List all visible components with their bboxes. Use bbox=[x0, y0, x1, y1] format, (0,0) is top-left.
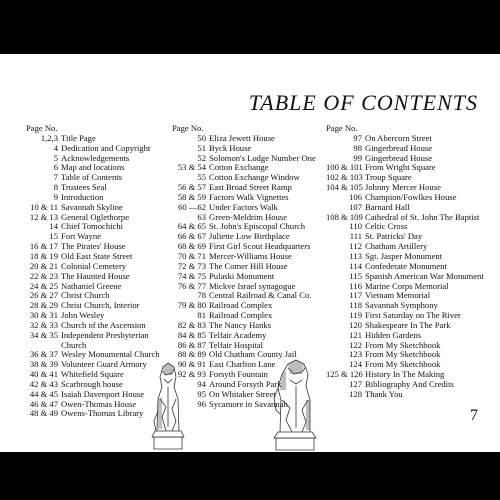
toc-page-number: 68 & 69 bbox=[177, 241, 206, 252]
toc-page-number: 51 bbox=[197, 142, 206, 153]
toc-title: Mercer-Williams House bbox=[209, 250, 292, 261]
toc-title: St. John's Episcopal Church bbox=[209, 221, 306, 232]
toc-title: Scarbrough house bbox=[61, 378, 123, 389]
toc-title: Factors Walk Vignettes bbox=[209, 191, 289, 202]
toc-page-number: 16 & 17 bbox=[29, 241, 58, 252]
toc-title: Cotton Exchange Window bbox=[209, 172, 300, 183]
toc-title: St. Patricks' Day bbox=[365, 231, 423, 242]
toc-title: Mickve Israel synagogue bbox=[209, 280, 296, 291]
toc-page-number: 42 & 43 bbox=[29, 378, 58, 389]
toc-page-number: 123 bbox=[349, 349, 362, 360]
toc-page-number: 99 bbox=[353, 152, 362, 163]
toc-title: Sgt. Jasper Monument bbox=[365, 250, 443, 261]
toc-page-number: 34 & 35 bbox=[29, 329, 58, 340]
toc-title: The Nancy Hanks bbox=[209, 319, 272, 330]
toc-title: Owens-Thomas Library bbox=[61, 408, 144, 419]
toc-title: Celtic Cross bbox=[365, 221, 408, 232]
toc-title: The Pirates' House bbox=[61, 241, 126, 252]
toc-title: Marine Corps Memorial bbox=[365, 280, 449, 291]
toc-page-number: 97 bbox=[353, 132, 362, 143]
toc-page-number: 60 —62 bbox=[178, 201, 206, 212]
toc-title: Owen-Thomas House bbox=[61, 398, 137, 409]
toc-page-number: 9 bbox=[53, 191, 58, 202]
toc-title: Vietnam Memorial bbox=[365, 290, 431, 301]
toc-page-number: 12 & 13 bbox=[29, 211, 58, 222]
toc-title: Eliza Jewett House bbox=[209, 132, 275, 143]
toc-title: Trustees Seal bbox=[61, 182, 107, 193]
toc-page-number: 117 bbox=[349, 290, 362, 301]
toc-title: Title Page bbox=[61, 132, 96, 143]
toc-title: Spanish American War Monument bbox=[365, 270, 484, 281]
toc-page-number: 5 bbox=[53, 152, 58, 163]
toc-title: On Whitaker Street bbox=[209, 388, 276, 399]
lion-statue-sketch-left bbox=[148, 337, 188, 452]
toc-title: Nathaniel Greene bbox=[61, 280, 122, 291]
toc-title: Christ Church bbox=[61, 290, 110, 301]
toc-page-number: 32 & 33 bbox=[29, 319, 58, 330]
toc-title: History In The Making bbox=[365, 369, 445, 380]
toc-title: From My Sketchbook bbox=[365, 349, 441, 360]
toc-page-number: 90 & 91 bbox=[177, 359, 206, 370]
toc-title: The Comer Hill House bbox=[209, 260, 288, 271]
toc-title: Champion/Fowlkes House bbox=[365, 191, 457, 202]
toc-title: Christ Church, Interior bbox=[61, 300, 140, 311]
toc-title: Gingerbread House bbox=[365, 152, 433, 163]
toc-title: Barnard Hall bbox=[365, 201, 410, 212]
toc-title: Shakespeare In The Park bbox=[365, 319, 451, 330]
toc-title: Old Chatham County Jail bbox=[209, 349, 297, 360]
toc-page-number: 76 & 77 bbox=[177, 280, 206, 291]
toc-page-number: 121 bbox=[349, 329, 362, 340]
toc-title: Dedication and Copyright bbox=[61, 142, 151, 153]
toc-title: Byck House bbox=[209, 142, 252, 153]
toc-page-number: 30 & 31 bbox=[29, 310, 58, 321]
book-page bbox=[0, 54, 500, 452]
toc-page-number: 64 & 65 bbox=[177, 221, 206, 232]
toc-page-number: 10 & 11 bbox=[30, 201, 58, 212]
toc-title: General Oglethorpe bbox=[61, 211, 130, 222]
toc-page-number: 120 bbox=[349, 319, 362, 330]
toc-title: Church of the Ascension bbox=[61, 319, 146, 330]
toc-title: Chatham Artillery bbox=[365, 241, 428, 252]
page-number: 7 bbox=[470, 407, 478, 424]
toc-title: On Abercorn Street bbox=[365, 132, 432, 143]
toc-title: Sycamore in Savannah bbox=[209, 398, 288, 409]
toc-title: Under Factors Walk bbox=[209, 201, 278, 212]
toc-page-number: 63 bbox=[197, 211, 206, 222]
toc-page-number: 7 bbox=[53, 172, 58, 183]
toc-title: First Girl Scout Headquarters bbox=[209, 241, 311, 252]
toc-title: Savannah Skyline bbox=[61, 201, 123, 212]
toc-page-number: 114 bbox=[349, 260, 362, 271]
toc-page-number: 127 bbox=[349, 378, 362, 389]
toc-title: Independent Presbyterian bbox=[61, 329, 149, 340]
toc-page-number: 78 bbox=[197, 290, 206, 301]
toc-page-number: 48 & 49 bbox=[29, 408, 58, 419]
toc-title: Central Railroad & Canal Co. bbox=[209, 290, 312, 301]
toc-page-number: 118 bbox=[349, 300, 362, 311]
toc-title: Wesley Monumental Church bbox=[61, 349, 160, 360]
toc-page-number: 111 bbox=[349, 231, 362, 242]
page-no-header: Page No. bbox=[172, 123, 204, 133]
toc-page-number: 96 bbox=[197, 398, 206, 409]
toc-page-number: 44 & 45 bbox=[29, 388, 58, 399]
toc-title: From My Sketchbook bbox=[365, 339, 441, 350]
toc-page-number: 125 & 126 bbox=[326, 369, 363, 380]
toc-page-number: 94 bbox=[197, 378, 206, 389]
toc-page-number: 107 bbox=[349, 201, 362, 212]
toc-title: Thank You bbox=[365, 388, 403, 399]
toc-page-number: 4 bbox=[53, 142, 58, 153]
toc-page-number: 110 bbox=[349, 221, 362, 232]
toc-page-number: 98 bbox=[353, 142, 362, 153]
toc-page-number: 88 & 89 bbox=[177, 349, 206, 360]
toc-title: Volunteer Guard Armory bbox=[61, 359, 147, 370]
toc-page-number: 84 & 85 bbox=[177, 329, 206, 340]
toc-title: From My Sketchbook bbox=[365, 359, 441, 370]
toc-page-number: 104 & 105 bbox=[326, 182, 363, 193]
toc-title: Juliette Low Birthplace bbox=[209, 231, 290, 242]
toc-page-number: 55 bbox=[197, 172, 206, 183]
toc-page-number: 8 bbox=[53, 182, 58, 193]
toc-title: Telfair Hospital bbox=[209, 339, 264, 350]
toc-page-number: 116 bbox=[349, 280, 362, 291]
toc-title: Railroad Complex bbox=[209, 310, 273, 321]
toc-page-number: 53 & 54 bbox=[177, 162, 206, 173]
toc-page-number: 124 bbox=[349, 359, 362, 370]
toc-page-number: 119 bbox=[349, 310, 362, 321]
toc-page-number: 70 & 71 bbox=[177, 250, 206, 261]
toc-title: Old East State Street bbox=[61, 250, 133, 261]
toc-page-number: 14 bbox=[49, 221, 58, 232]
toc-page-number: 81 bbox=[197, 310, 206, 321]
toc-title: Gingerbread House bbox=[365, 142, 433, 153]
toc-column-3 bbox=[326, 124, 496, 400]
toc-title: Acknowledgements bbox=[61, 152, 130, 163]
toc-page-number: 74 & 75 bbox=[177, 270, 206, 281]
toc-page-number: 102 & 103 bbox=[326, 172, 363, 183]
toc-page-number: 58 & 59 bbox=[177, 191, 206, 202]
toc-title: Troup Square bbox=[365, 172, 412, 183]
toc-page-number: 128 bbox=[349, 388, 362, 399]
toc-page-number: 108 & 109 bbox=[326, 211, 363, 222]
toc-title: From Wright Square bbox=[365, 162, 436, 173]
toc-title: Confederate Monument bbox=[365, 260, 447, 271]
toc-page-number: 18 & 19 bbox=[29, 250, 58, 261]
toc-page-number: 113 bbox=[349, 250, 362, 261]
toc-title: Fort Wayne bbox=[61, 231, 101, 242]
toc-page-number: 6 bbox=[53, 162, 58, 173]
toc-page-number: 106 bbox=[349, 191, 362, 202]
toc-title: Telfair Academy bbox=[209, 329, 267, 340]
toc-title: Chief Tomochichi bbox=[61, 221, 124, 232]
toc-title: Hidden Gardens bbox=[365, 329, 422, 340]
toc-title: The Haunted House bbox=[61, 270, 130, 281]
toc-page-number: 22 & 23 bbox=[29, 270, 58, 281]
toc-title: Around Forsyth Park bbox=[209, 378, 282, 389]
toc-title: Cathedral of St. John The Baptist bbox=[365, 211, 480, 222]
toc-title: Solomon's Lodge Number One bbox=[209, 152, 316, 163]
toc-page-number: 112 bbox=[349, 241, 362, 252]
toc-page-number: 86 & 87 bbox=[177, 339, 206, 350]
toc-page-number: 15 bbox=[49, 231, 58, 242]
page-no-header: Page No. bbox=[26, 123, 58, 133]
lion-statue-sketch-right bbox=[270, 334, 320, 452]
toc-page-number: 52 bbox=[197, 152, 206, 163]
toc-title: East Charlton Lane bbox=[209, 359, 276, 370]
toc-title: Bibliography And Credits bbox=[365, 378, 454, 389]
toc-page-number: 82 & 83 bbox=[177, 319, 206, 330]
toc-title: Cotton Exchange bbox=[209, 162, 269, 173]
toc-title: East Broad Street Ramp bbox=[209, 182, 292, 193]
toc-title: Green-Meldrim House bbox=[209, 211, 288, 222]
toc-page-number: 36 & 37 bbox=[29, 349, 58, 360]
toc-page-number: 115 bbox=[349, 270, 362, 281]
toc-page-number: 66 & 67 bbox=[177, 231, 206, 242]
toc-title: Isaiah Davenport House bbox=[61, 388, 145, 399]
toc-page-number: 24 & 25 bbox=[29, 280, 58, 291]
toc-title: Savannah Symphony bbox=[365, 300, 438, 311]
toc-title: Map and locations bbox=[61, 162, 125, 173]
toc-title: Table of Contents bbox=[61, 172, 122, 183]
toc-title: Whitefield Square bbox=[61, 369, 124, 380]
toc-page-number: 1,2,3 bbox=[40, 132, 58, 143]
toc-page-number: 100 & 101 bbox=[326, 162, 363, 173]
toc-title: Pulaski Monument bbox=[209, 270, 275, 281]
toc-page-number: 122 bbox=[349, 339, 362, 350]
toc-title: Forsyth Fountain bbox=[209, 369, 268, 380]
toc-title: Johnny Mercer House bbox=[365, 182, 441, 193]
toc-page-number: 95 bbox=[197, 388, 206, 399]
toc-title: Introduction bbox=[61, 191, 104, 202]
toc-title: John Wesley bbox=[61, 310, 105, 321]
toc-title: First Saturday on The River bbox=[365, 310, 461, 321]
toc-title: Railroad Complex bbox=[209, 300, 273, 311]
toc-page-number: 40 & 41 bbox=[29, 369, 58, 380]
toc-title: Colonial Cemetery bbox=[61, 260, 127, 271]
page-title: TABLE OF CONTENTS bbox=[248, 90, 478, 115]
toc-page-number: 72 & 73 bbox=[177, 260, 206, 271]
toc-title-continuation: Church bbox=[61, 339, 87, 350]
toc-page-number: 28 & 29 bbox=[29, 300, 58, 311]
page-no-header: Page No. bbox=[326, 123, 358, 133]
toc-page-number: 50 bbox=[197, 132, 206, 143]
toc-page-number: 38 & 39 bbox=[29, 359, 58, 370]
toc-entry bbox=[326, 390, 496, 400]
toc-page-number: 79 & 80 bbox=[177, 300, 206, 311]
toc-page-number: 20 & 21 bbox=[29, 260, 58, 271]
toc-page-number: 56 & 57 bbox=[177, 182, 206, 193]
toc-page-number: 26 & 27 bbox=[29, 290, 58, 301]
toc-page-number: 92 & 93 bbox=[177, 369, 206, 380]
toc-page-number: 46 & 47 bbox=[29, 398, 58, 409]
